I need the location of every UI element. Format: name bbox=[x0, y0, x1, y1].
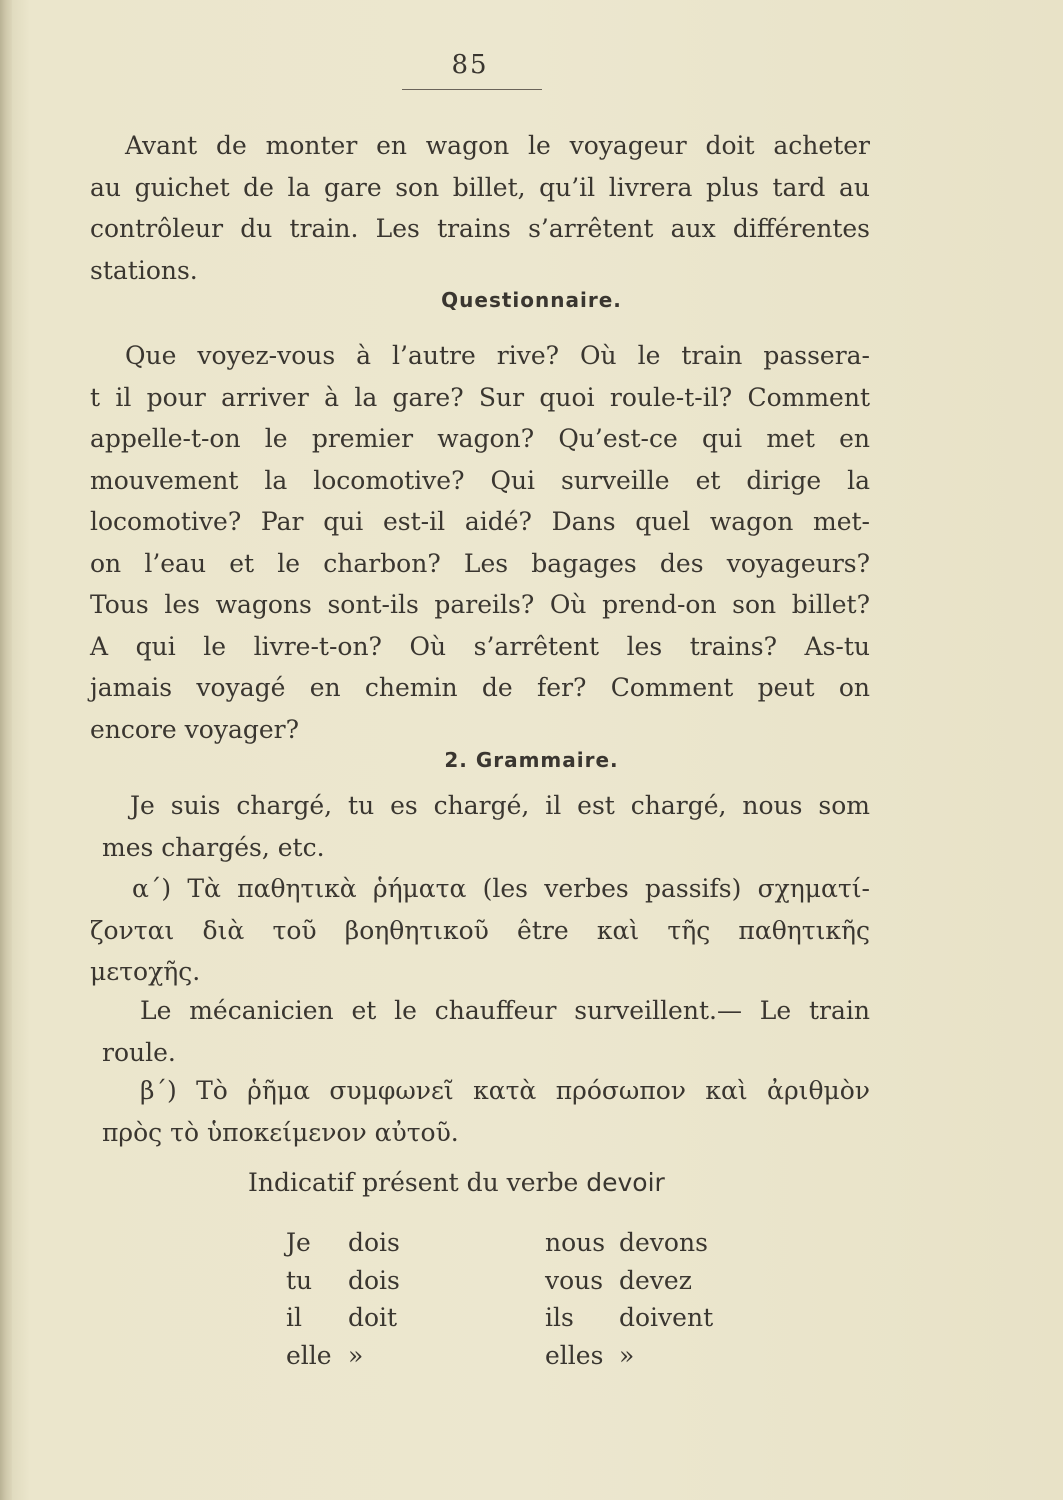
intro-paragraph bbox=[90, 125, 870, 291]
text-line: μετοχῆς. bbox=[90, 957, 201, 986]
pronoun: nous bbox=[545, 1228, 606, 1257]
text-line: α΄) Τὰ παθητικὰ ῥήματα (les verbes passifs) σχηματί- bbox=[132, 874, 870, 903]
pronoun: tu bbox=[286, 1265, 313, 1295]
text-line: β΄) Τὸ ῥῆμα συμφωνεῖ κατὰ πρόσωπον καὶ ἀριθμὸν bbox=[140, 1076, 870, 1105]
conjugation-plural bbox=[545, 1228, 713, 1378]
verb-form: dois bbox=[348, 1228, 400, 1257]
text-line: mes chargés, etc. bbox=[102, 832, 325, 862]
conjugation-singular bbox=[286, 1228, 400, 1378]
questionnaire-paragraph bbox=[90, 335, 870, 750]
text-line: contrôleur du train. Les trains s’arrêtent aux différentes bbox=[90, 214, 870, 243]
verb-form: devez bbox=[619, 1265, 692, 1295]
text-line: ζονται διὰ τοῦ βοηθητικοῦ être καὶ τῆς παθητικῆς bbox=[90, 915, 870, 945]
text-line: Le mécanicien et le chauffeur surveillent.— Le train bbox=[140, 996, 870, 1025]
text-line: encore voyager? bbox=[90, 714, 299, 744]
conjugation-row bbox=[545, 1228, 713, 1266]
verb-form: » bbox=[348, 1340, 364, 1370]
rule-alpha bbox=[90, 868, 870, 993]
text-line: Tous les wagons sont-ils pareils? Où prend-on son billet? bbox=[90, 590, 870, 619]
verb-form: devons bbox=[619, 1228, 708, 1257]
verb-form: doivent bbox=[619, 1303, 714, 1332]
conjugation-row bbox=[545, 1266, 713, 1304]
pronoun: Je bbox=[286, 1228, 311, 1257]
text-line: A qui le livre-t-on? Où s’arrêtent les trains? As-tu bbox=[90, 631, 870, 661]
text-line: roule. bbox=[102, 1037, 176, 1067]
verb-form: doit bbox=[348, 1303, 398, 1332]
text-line: t il pour arriver à la gare? Sur quoi roule-t-il? Comment bbox=[90, 382, 870, 412]
conjugation-title-text: Indicatif présent du verbe bbox=[248, 1168, 579, 1197]
text-line: locomotive? Par qui est-il aidé? Dans quel wagon met- bbox=[90, 507, 870, 536]
pronoun: elle bbox=[286, 1340, 332, 1370]
text-line: jamais voyagé en chemin de fer? Comment peut on bbox=[90, 673, 870, 702]
pronoun: vous bbox=[545, 1265, 604, 1295]
rule-beta bbox=[90, 1070, 870, 1153]
page-number: 85 bbox=[451, 50, 489, 80]
verb-form: dois bbox=[348, 1265, 400, 1295]
conjugation-row bbox=[545, 1303, 713, 1341]
text-line: πρὸς τὸ ὑποκείμενον αὐτοῦ. bbox=[102, 1117, 459, 1147]
conjugation-verb: devoir bbox=[586, 1168, 665, 1197]
conjugation-row bbox=[545, 1341, 713, 1379]
conjugation-row bbox=[286, 1228, 400, 1266]
text-line: stations. bbox=[90, 255, 198, 285]
text-line: Que voyez-vous à l’autre rive? Où le train passera- bbox=[125, 341, 870, 370]
text-line: Avant de monter en wagon le voyageur doit acheter bbox=[125, 131, 870, 160]
conjugation-row bbox=[286, 1303, 400, 1341]
conjugation-title bbox=[248, 1168, 665, 1197]
pronoun: ils bbox=[545, 1303, 574, 1332]
pronoun: elles bbox=[545, 1340, 604, 1370]
text-line: au guichet de la gare son billet, qu’il livrera plus tard au bbox=[90, 172, 870, 202]
text-line: Je suis chargé, tu es chargé, il est chargé, nous som bbox=[130, 791, 870, 820]
grammar-heading: 2. Grammaire. bbox=[444, 748, 619, 772]
example-verbs bbox=[90, 990, 870, 1073]
conjugation-row bbox=[286, 1266, 400, 1304]
text-line: mouvement la locomotive? Qui surveille et dirige la bbox=[90, 465, 870, 495]
grammar-example bbox=[90, 785, 870, 868]
text-line: on l’eau et le charbon? Les bagages des voyageurs? bbox=[90, 548, 870, 578]
conjugation-row bbox=[286, 1341, 400, 1379]
pronoun: il bbox=[286, 1303, 302, 1332]
header-rule bbox=[402, 89, 542, 90]
questionnaire-heading: Questionnaire. bbox=[441, 288, 622, 312]
verb-form: » bbox=[619, 1340, 635, 1370]
text-line: appelle-t-on le premier wagon? Qu’est-ce qui met en bbox=[90, 424, 870, 453]
